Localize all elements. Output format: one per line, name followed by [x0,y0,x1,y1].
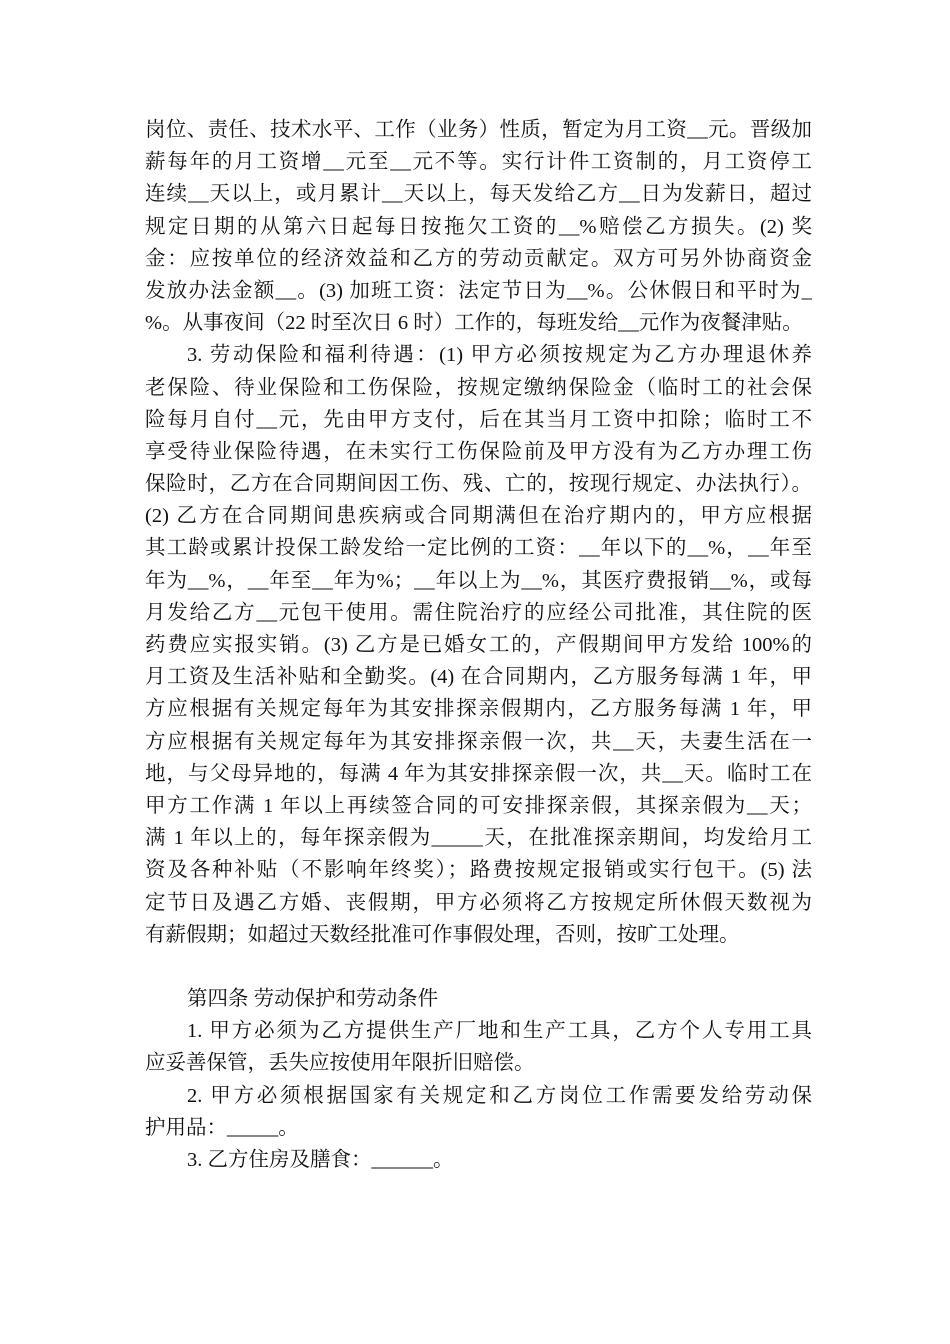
text-line: 岗位、责任、技术水平、工作（业务）性质，暂定为月工资__元。晋级加 [145,119,812,141]
text-line: 资及各种补贴（不影响年终奖）；路费按规定报销或实行包干。(5) 法 [145,859,812,882]
text-line: 连续__天以上，或月累计__天以上，每天发给乙方__日为发薪日，超过 [145,183,812,206]
text-line: 月工资及生活补贴和全勤奖。(4) 在合同期内，乙方服务每满 1 年，甲 [145,666,812,689]
text-line: 应妥善保管，丢失应按使用年限折旧赔偿。 [145,1052,535,1075]
text-line: 享受待业保险待遇，在未实行工伤保险前及甲方没有为乙方办理工伤 [145,440,812,463]
text-line: %。从事夜间（22 时至次日 6 时）工作的，每班发给__元作为夜餐津贴。 [145,312,803,335]
text-line: 方应根据有关规定每年为其安排探亲假一次，共__天，夫妻生活在一 [145,730,812,753]
text-line: 险每月自付__元，先由甲方支付，后在其当月工资中扣除；临时工不 [145,408,812,431]
text-line: 定节日及遇乙方婚、丧假期，甲方必须将乙方按规定所休假天数视为 [145,891,812,914]
text-line: 满 1 年以上的，每年探亲假为_____天，在批准探亲期间，均发给月工 [145,827,812,850]
text-line: 第四条 劳动保护和劳动条件 [187,988,439,1011]
text-line: 药费应实报实销。(3) 乙方是已婚女工的，产假期间甲方发给 100%的 [145,634,812,656]
text-line: 甲方工作满 1 年以上再续签合同的可安排探亲假，其探亲假为__天； [145,794,812,817]
text-line: 老保险、待业保险和工伤保险，按规定缴纳保险金（临时工的社会保 [145,376,812,399]
text-line: 月发给乙方__元包干使用。需住院治疗的应经公司批准，其住院的医 [145,601,812,624]
text-line: 年为__%，__年至__年为%；__年以上为__%，其医疗费报销__%，或每 [145,569,812,592]
text-line: (2) 乙方在合同期间患疾病或合同期满但在治疗期内的，甲方应根据 [145,505,812,528]
text-line: 其工龄或累计投保工龄发给一定比例的工资：__年以下的__%，__年至 [145,537,812,560]
text-line: 方应根据有关规定每年为其安排探亲假期内，乙方服务每满 1 年，甲 [145,698,812,721]
text-line: 有薪假期；如超过天数经批准可作事假处理，否则，按旷工处理。 [145,923,740,946]
text-line: 护用品：_____。 [145,1116,299,1139]
text-line: 3. 劳动保险和福利待遇：(1) 甲方必须按规定为乙方办理退休养 [187,344,812,367]
blank-line [145,951,812,983]
text-line: 发放办法金额__。(3) 加班工资：法定节日为__%。公休假日和平时为_ [145,279,812,302]
text-line: 规定日期的从第六日起每日按拖欠工资的__%赔偿乙方损失。(2) 奖 [145,215,812,238]
text-line: 3. 乙方住房及膳食：______。 [187,1149,454,1171]
text-line: 金：应按单位的经济效益和乙方的劳动贡献定。双方可另外协商资金 [145,247,812,270]
text-line: 保险时，乙方在合同期间因工伤、残、亡的，按现行规定、办法执行）。 [145,473,812,496]
text-line: 薪每年的月工资增__元至__元不等。实行计件工资制的，月工资停工 [145,151,812,174]
text-line: 2. 甲方必须根据国家有关规定和乙方岗位工作需要发给劳动保 [187,1084,812,1107]
text-line: 地，与父母异地的，每满 4 年为其安排探亲假一次，共__天。临时工在 [145,762,812,785]
text-line: 1. 甲方必须为乙方提供生产厂地和生产工具，乙方个人专用工具 [187,1020,812,1043]
document-body [145,114,812,1176]
